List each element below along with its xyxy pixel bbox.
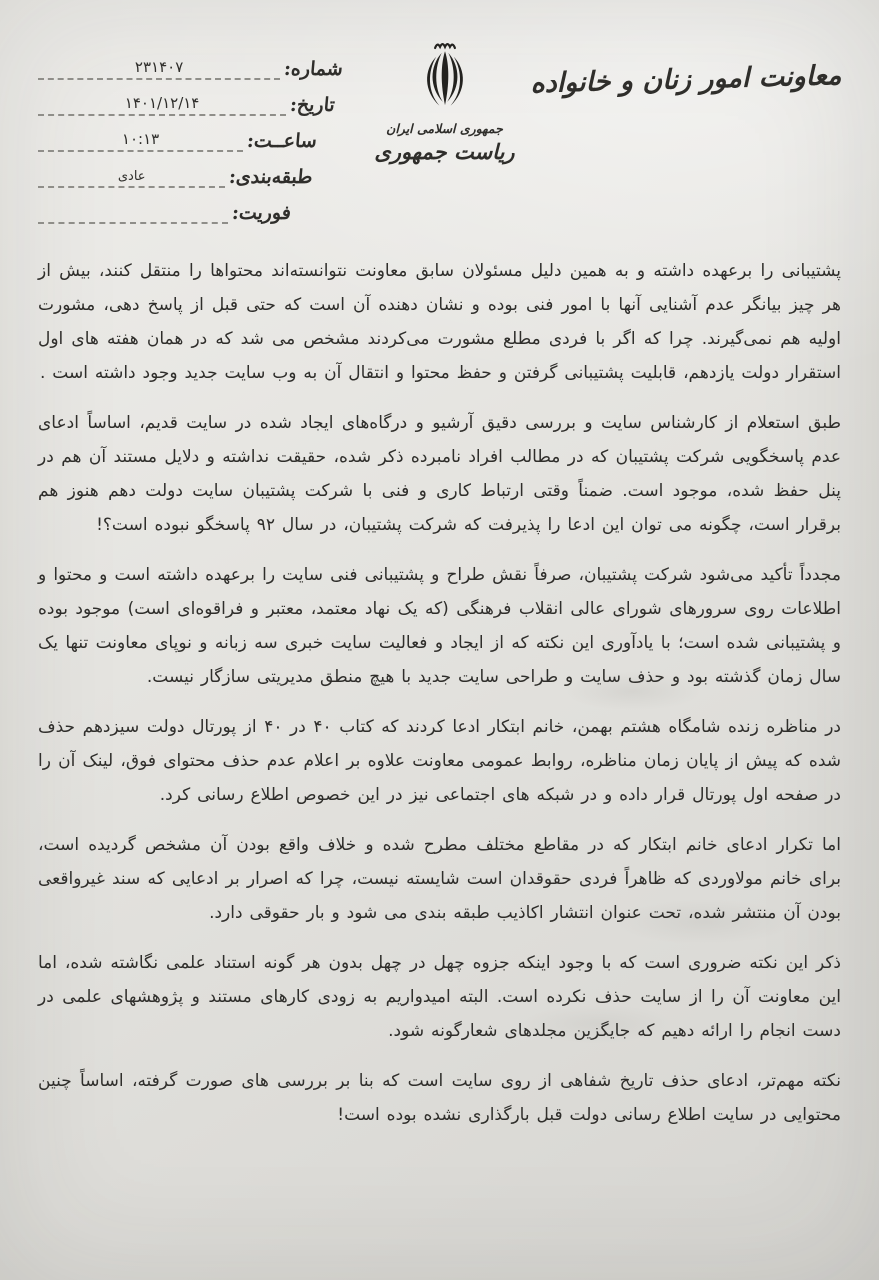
letter-paragraph-6: ذکر این نکته ضروری است که با وجود اینکه جزوه چهل در چهل بدون هر گونه استناد علمی نگاشته شده، اما این معاونت آن را از سایت حذف نکرده است. البته امیدواریم به زودی کارهای مستند و پژوهشهای علمی در دست انجام را ارائه دهیم که جایگزین مجلدهای شعارگونه شود. xyxy=(38,953,841,1041)
emblem-caption-office: ریاست جمهوری xyxy=(374,139,515,164)
letter-paragraph-1: پشتیبانی را برعهده داشته و به همین دلیل مسئولان سابق معاونت نتوانسته‌اند محتواها را منتقل کنند، بیش از هر چیز بیانگر عدم آشنایی آنها با امور فنی بوده و نشان دهنده آن است که حتی قبل از پاسخ دهی، مشورت اولیه هم نمی‌گیرند. چرا که اگر با فردی مطلع مشورت می‌کردند مشخص می شد که در همان هفته های اول استقرار دولت یازدهم، قابلیت پشتیبانی گرفتن و حفظ محتوا و انتقال آن به وب سایت جدید وجود داشته است . xyxy=(38,261,841,383)
field-value-urgency xyxy=(38,220,228,224)
letter-paragraph-3: مجدداً تأکید می‌شود شرکت پشتیبان، صرفاً نقش طراح و پشتیبانی فنی سایت را برعهده داشته است و محتوا و اطلاعات روی سرورهای شورای عالی انقلاب فرهنگی (که یک نهاد معتمد، معتبر و فراقوه‌ای است) موجود بوده و پشتیبانی شده است؛ با یادآوری این نکته که از ایجاد و فعالیت سایت خبری سه زبانه و نوپای معاونت تنها یک سال زمان گذشته بود و حذف سایت و طراحی سایت جدید با هیچ منطق مدیریتی سازگار نیست. xyxy=(38,565,841,687)
letter-body xyxy=(38,238,841,1132)
field-row-urgency xyxy=(38,196,291,224)
department-title: معاونت امور زنان و خانواده xyxy=(530,60,842,100)
field-label-urgency: فوریت: xyxy=(230,202,292,224)
letter-paragraph-5: اما تکرار ادعای خانم ابتکار که در مقاطع مختلف مطرح شده و خلاف واقع بودن آن مشخص گردیده است، برای خانم مولاوردی که ظاهراً فردی حقوقدان است شایسته نیست، چرا که اصرار بر ادعایی که سند غیرواقعی بودن آن منتشر شده، تحت عنوان انتشار اکاذیب طبقه بندی می شود و بار حقوقی دارد. xyxy=(38,835,841,923)
field-row-date xyxy=(38,88,335,116)
field-value-date: ۱۴۰۱/۱۲/۱۴ xyxy=(38,94,286,116)
emblem-caption-country: جمهوری اسلامی ایران xyxy=(386,121,503,136)
field-value-number: ۲۳۱۴۰۷ xyxy=(38,58,280,80)
letter-paragraph-4: در مناظره زنده شامگاه هشتم بهمن، خانم ابتکار ادعا کردند که کتاب ۴۰ در ۴۰ از پورتال دولت سیزدهم حذف شده که پیش از پایان زمان مناظره، روابط عمومی معاونت علاوه بر اعلام عدم حذف محتوای فوق، لینک آن را در صفحه اول پورتال قرار داده و در شبکه های اجتماعی نیز در این خصوص اطلاع رسانی کرد. xyxy=(38,717,841,805)
field-label-number: شماره: xyxy=(283,58,344,80)
field-row-time xyxy=(38,124,317,152)
field-row-number xyxy=(38,52,343,80)
iran-national-emblem-icon xyxy=(412,40,478,112)
letter-paragraph-2: طبق استعلام از کارشناس سایت و بررسی دقیق آرشیو و درگاه‌های ایجاد شده در سایت قدیم، اساساً ادعای عدم پاسخگویی شرکت پشتیبان که در مطالب افراد نامبرده ذکر شده، حقیقت نداشته و دلایل مستند آن هم در پنل حفظ شده، موجود است. ضمناً وقتی ارتباط کاری و فنی با شرکت پشتیبان سایت دولت دهم هنوز هم برقرار است، چگونه می توان این ادعا را پذیرفت که شرکت پشتیبان، در سال ۹۲ پاسخگو نبوده است؟! xyxy=(38,413,841,535)
field-label-date: تاریخ: xyxy=(289,94,336,116)
emblem-block xyxy=(343,30,546,164)
field-label-classification: طبقه‌بندی: xyxy=(228,166,314,188)
field-label-time: ساعــت: xyxy=(246,130,318,152)
field-value-classification: عادی xyxy=(38,169,225,188)
field-row-classification xyxy=(38,160,313,188)
letter-paragraph-7: نکته مهم‌تر، ادعای حذف تاریخ شفاهی از روی سایت است که بنا بر بررسی های صورت گرفته، اساساً چنین محتوایی در سایت اطلاع رسانی دولت قبل بارگذاری نشده بوده است! xyxy=(38,1071,841,1125)
letterhead xyxy=(38,30,841,238)
field-value-time: ۱۰:۱۳ xyxy=(38,130,243,152)
letter-meta-fields xyxy=(38,30,343,232)
